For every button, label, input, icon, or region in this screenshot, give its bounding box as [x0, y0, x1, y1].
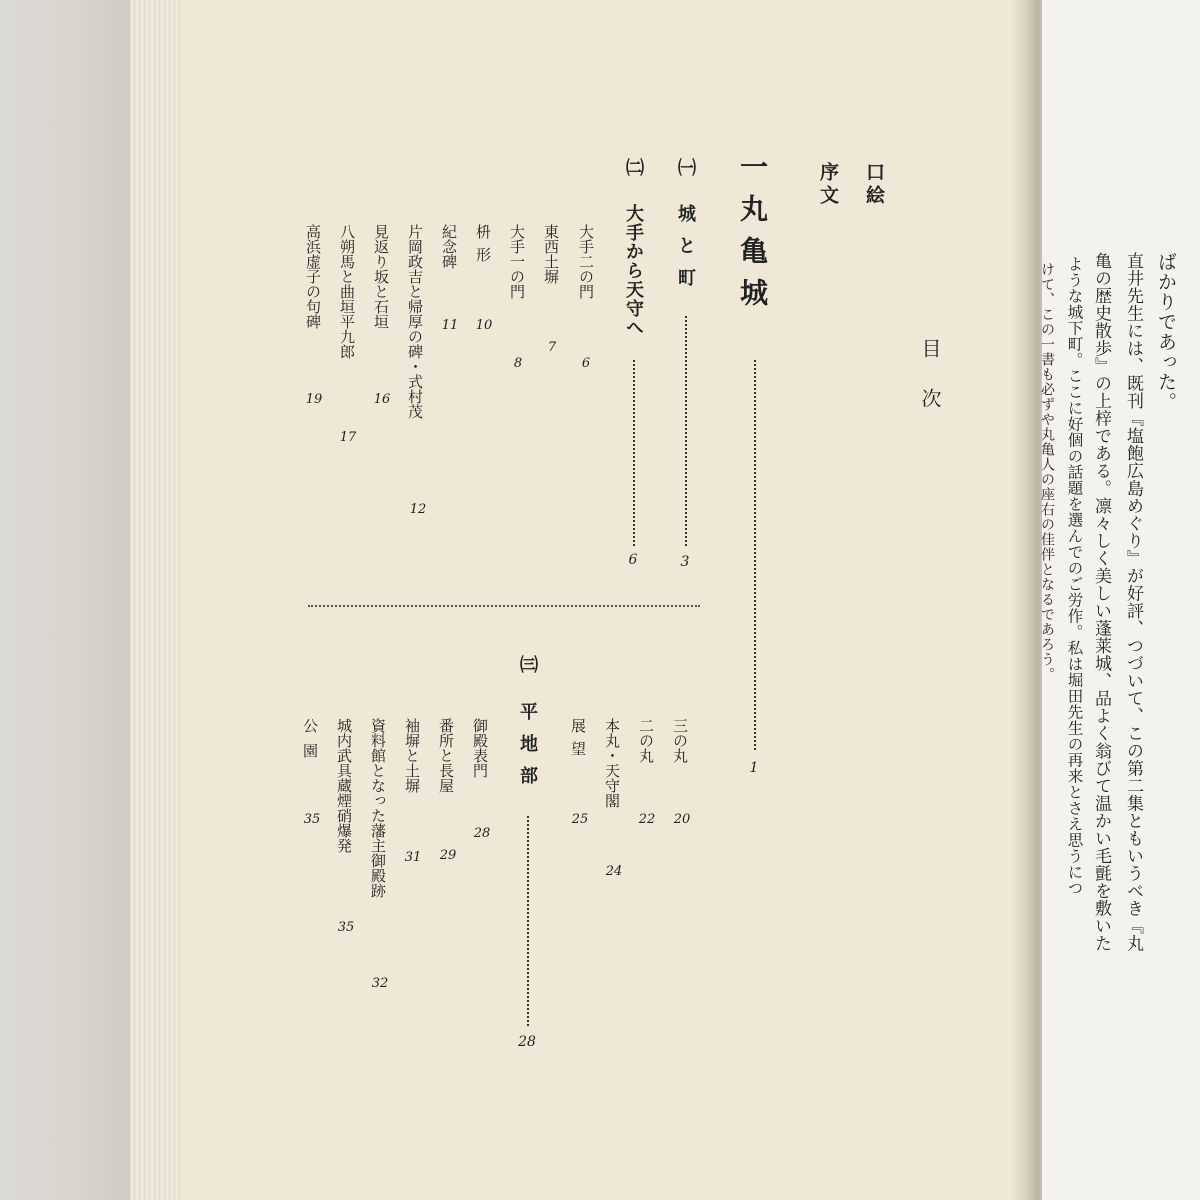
toc-item-page: 6 [581, 356, 591, 371]
leader-dots [527, 816, 529, 1026]
toc-item-page: 11 [441, 318, 459, 333]
toc-item: 八朔馬と曲垣平九郎 [338, 224, 356, 359]
toc-item-page: 29 [439, 848, 457, 863]
toc-item: 番所と長屋 [437, 718, 455, 793]
preface-line: 亀の歴史散歩』の上梓である。凛々しく美しい蓬莱城、品よく翁びて温かい毛氈を敷いた [1091, 252, 1111, 952]
toc-item-page: 25 [571, 812, 589, 827]
toc-heading: 目次 [918, 338, 942, 438]
toc-page-number: 3 [680, 554, 690, 570]
toc-front-item: 序文 [817, 162, 839, 208]
toc-item-page: 12 [409, 502, 427, 517]
toc-part-title: 一丸亀城 [736, 152, 769, 320]
toc-item: 片岡政吉と帰厚の碑・式村茂 [406, 224, 424, 419]
toc-section-number: ㈡ [623, 158, 644, 176]
toc-item: 御殿表門 [471, 718, 489, 778]
toc-item-page: 35 [337, 920, 355, 935]
toc-item: 見返り坂と石垣 [372, 224, 390, 329]
background-shadow [0, 0, 130, 1200]
toc-section-title: 大手から天守へ [623, 204, 644, 337]
preface-line: けて、この一書も必ずや丸亀人の座右の佳伴となるであろう。 [1039, 262, 1055, 682]
toc-item: 二の丸 [637, 718, 655, 763]
toc-item: 三の丸 [671, 718, 689, 763]
toc-item-page: 35 [303, 812, 321, 827]
toc-item: 大手一の門 [508, 224, 526, 299]
toc-item-page: 8 [513, 356, 523, 371]
toc-section-title: 平地部 [517, 702, 538, 798]
book-page-edges [130, 0, 180, 1200]
toc-item-page: 32 [371, 976, 389, 991]
toc-item-page: 24 [605, 864, 623, 879]
toc-section-title: 城と町 [675, 204, 696, 300]
toc-item-page: 20 [673, 812, 691, 827]
toc-item: 枡形 [474, 224, 492, 270]
toc-item-page: 22 [638, 812, 656, 827]
toc-item: 本丸・天守閣 [603, 718, 621, 808]
preface-line: ような城下町。ここに好個の話題を選んでのご労作。私は堀田先生の再来とさえ思うにつ [1065, 256, 1084, 896]
leader-dots [754, 360, 756, 750]
toc-page [180, 0, 1032, 1200]
section-separator [308, 605, 700, 607]
toc-item: 東西土塀 [542, 224, 560, 284]
toc-item: 袖塀と土塀 [403, 718, 421, 793]
toc-item: 展望 [569, 718, 587, 764]
toc-page-number: 1 [749, 760, 759, 776]
toc-page-number: 28 [518, 1034, 536, 1050]
toc-section-number: ㈠ [675, 158, 696, 176]
toc-page-number: 6 [628, 552, 638, 568]
toc-item: 大手二の門 [577, 224, 595, 299]
toc-item-page: 17 [339, 430, 357, 445]
toc-front-item: 口絵 [863, 162, 885, 208]
toc-item-page: 19 [305, 392, 323, 407]
toc-item: 公園 [301, 718, 319, 768]
toc-item: 城内武具蔵煙硝爆発 [335, 718, 353, 853]
preface-line: ばかりであった。 [1155, 252, 1177, 412]
toc-item: 高浜虚子の句碑 [304, 224, 322, 329]
toc-section-number: ㈢ [517, 655, 538, 673]
toc-item: 紀念碑 [440, 224, 458, 269]
leader-dots [685, 316, 687, 546]
preface-line: 直井先生には、既刊『塩飽広島めぐり』が好評、つづいて、この第二集ともいうべき『丸 [1123, 252, 1143, 952]
toc-item-page: 10 [475, 318, 493, 333]
leader-dots [633, 360, 635, 546]
toc-item-page: 7 [547, 340, 557, 355]
toc-item: 資料館となった藩主御殿跡 [369, 718, 387, 898]
toc-item-page: 16 [373, 392, 391, 407]
toc-item-page: 31 [404, 850, 422, 865]
toc-item-page: 28 [473, 826, 491, 841]
